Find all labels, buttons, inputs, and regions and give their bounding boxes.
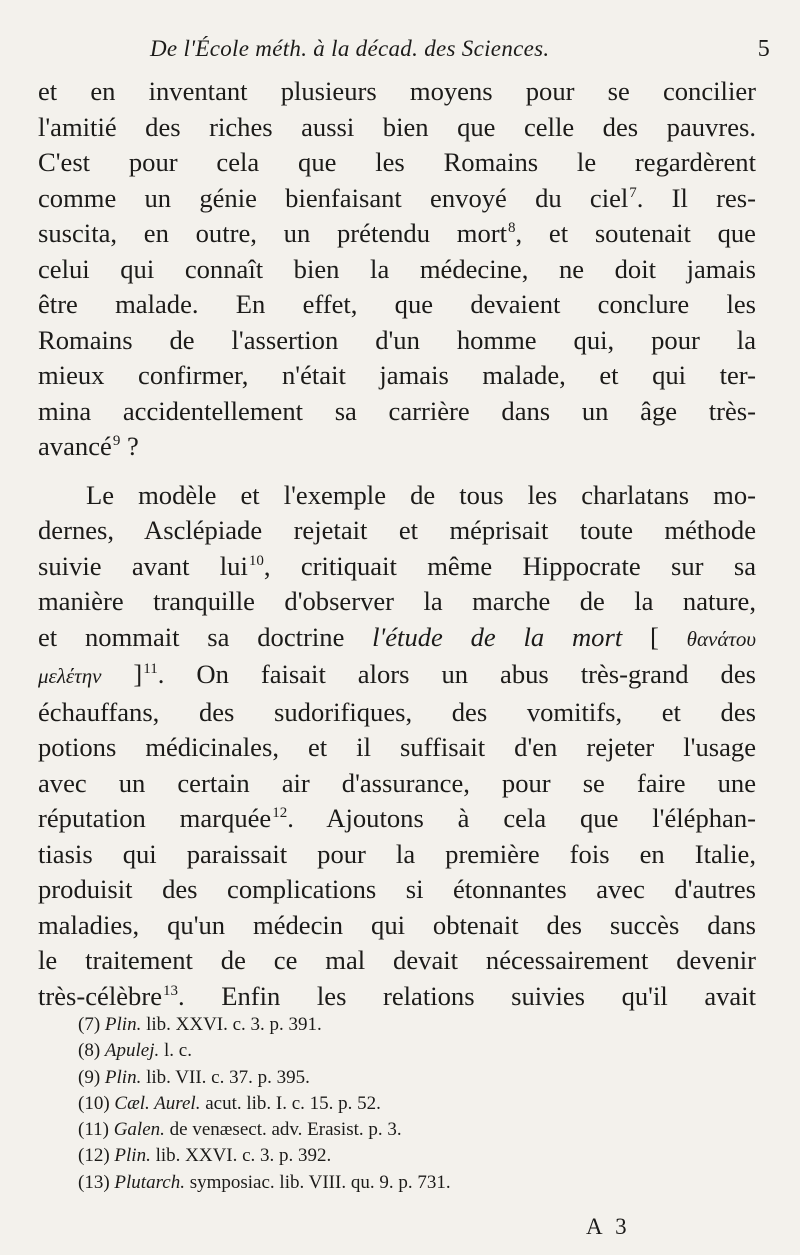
text-span: . Enfin les relations suivies qu'il avait	[178, 980, 756, 1011]
text-span: et nommait sa doctrine	[38, 621, 373, 652]
footnote-author: Galen.	[113, 1119, 165, 1141]
text-line: maladies, qu'un médecin qui obtenait des succès dans	[38, 909, 756, 940]
footnote-number: (8)	[78, 1040, 101, 1062]
text-line: l'amitié des riches aussi bien que celle des pauvres.	[38, 111, 756, 142]
text-line	[38, 429, 756, 465]
greek-word: θανάτου	[686, 626, 757, 651]
italic-phrase: l'étude de la mort	[372, 621, 623, 652]
footnote-author: Plin.	[104, 1066, 142, 1088]
footnote-marker: 8	[508, 220, 516, 237]
footnote-marker: 7	[629, 184, 637, 201]
footnote-number: (10)	[78, 1092, 110, 1114]
footnote-entry	[78, 1143, 638, 1169]
text-line: dernes, Asclépiade rejetait et méprisait toute méthode	[38, 515, 756, 545]
footnote-entry	[78, 1012, 638, 1038]
text-span: ]	[101, 659, 143, 689]
footnote-number: (7)	[78, 1014, 101, 1035]
text-line: manière tranquille d'observer la marche de la nature,	[38, 586, 756, 616]
text-line: tiasis qui paraissait pour la première fois en Italie,	[38, 838, 756, 869]
footnote-marker: 9	[112, 433, 121, 450]
footnote-number: (9)	[78, 1066, 101, 1088]
footnote-reference: lib. XXVI. c. 3. p. 391.	[141, 1014, 322, 1035]
text-line: celui qui connaît bien la médecine, ne doit jamais	[38, 253, 756, 284]
footnote-author: Plutarch.	[114, 1171, 185, 1193]
text-line	[38, 979, 756, 1015]
text-span: comme un génie bienfaisant envoyé du ciel	[38, 182, 629, 213]
main-text	[38, 74, 756, 1014]
footnote-marker: 11	[143, 661, 158, 678]
footnote-marker: 10	[248, 552, 264, 569]
footnotes	[78, 1012, 638, 1196]
footnote-entry	[78, 1117, 638, 1143]
page-number: 5	[757, 36, 770, 62]
footnote-author: Plin.	[104, 1014, 142, 1035]
text-span: avancé	[38, 431, 112, 461]
text-span: . Il res-	[636, 182, 756, 213]
signature-mark: A 3	[586, 1214, 631, 1239]
text-line: avec un certain air d'assurance, pour se faire une	[38, 767, 756, 798]
paragraph-gap	[38, 465, 756, 478]
footnote-reference: de venæsect. adv. Erasist. p. 3.	[164, 1119, 402, 1141]
running-header	[150, 36, 770, 62]
footnote-reference: l. c.	[159, 1040, 192, 1062]
footnote-marker: 13	[163, 982, 179, 999]
text-line: C'est pour cela que les Romains le regardèrent	[38, 147, 756, 177]
text-line: et en inventant plusieurs moyens pour se concilier	[38, 76, 756, 106]
text-line: mina accidentellement sa carrière dans un âge très-	[38, 395, 756, 426]
footnote-entry	[78, 1170, 638, 1196]
text-line: le traitement de ce mal devait nécessairement devenir	[38, 945, 756, 975]
footnote-reference: acut. lib. I. c. 15. p. 52.	[200, 1092, 381, 1114]
text-span: . On faisait alors un abus très-grand des	[157, 659, 756, 689]
text-span: suscita, en outre, un prétendu mort	[38, 218, 507, 248]
footnote-reference: symposiac. lib. VIII. qu. 9. p. 731.	[184, 1171, 451, 1193]
footnote-number: (11)	[78, 1119, 109, 1141]
text-line: Le modèle et l'exemple de tous les charlatans mo-	[86, 479, 756, 510]
text-line	[38, 657, 756, 695]
footnote-entry	[78, 1091, 638, 1117]
footnote-author: Plin.	[114, 1145, 151, 1167]
footnote-number: (12)	[78, 1145, 110, 1167]
text-line	[38, 181, 756, 217]
footnote-reference: lib. XXVI. c. 3. p. 392.	[150, 1145, 332, 1167]
text-line	[38, 620, 756, 658]
text-span: , et soutenait que	[515, 218, 756, 248]
text-span: réputation marquée	[38, 803, 272, 833]
text-line: mieux confirmer, n'était jamais malade, et qui ter-	[38, 360, 756, 390]
running-title: De l'École méth. à la décad. des Sciences.	[150, 36, 550, 61]
footnote-entry	[78, 1038, 638, 1064]
text-line	[38, 801, 756, 837]
footnote-marker: 12	[272, 805, 288, 822]
text-span: . Ajoutons à cela que l'éléphan-	[287, 803, 756, 833]
text-line: être malade. En effet, que devaient conclure les	[38, 289, 756, 319]
text-span: très-célèbre	[38, 980, 163, 1011]
text-line	[38, 216, 756, 252]
footnote-reference: lib. VII. c. 37. p. 395.	[141, 1066, 310, 1088]
text-span: suivie avant lui	[38, 550, 248, 581]
text-span: , critiquait même Hippocrate sur sa	[263, 550, 756, 581]
text-line: produisit des complications si étonnantes avec d'autres	[38, 874, 756, 904]
text-line: échauffans, des sudorifiques, des vomitifs, et des	[38, 696, 756, 727]
text-line: potions médicinales, et il suffisait d'en rejeter l'usage	[38, 732, 756, 762]
footnote-entry	[78, 1065, 638, 1091]
footnote-author: Cæl. Aurel.	[114, 1092, 201, 1114]
text-span: ?	[120, 431, 139, 461]
greek-word: μελέτην	[38, 664, 102, 688]
text-span: [	[622, 621, 687, 652]
footnote-number: (13)	[78, 1171, 110, 1193]
text-line	[38, 549, 756, 585]
text-line: Romains de l'assertion d'un homme qui, pour la	[38, 324, 756, 355]
footnote-author: Apulej.	[104, 1040, 160, 1062]
